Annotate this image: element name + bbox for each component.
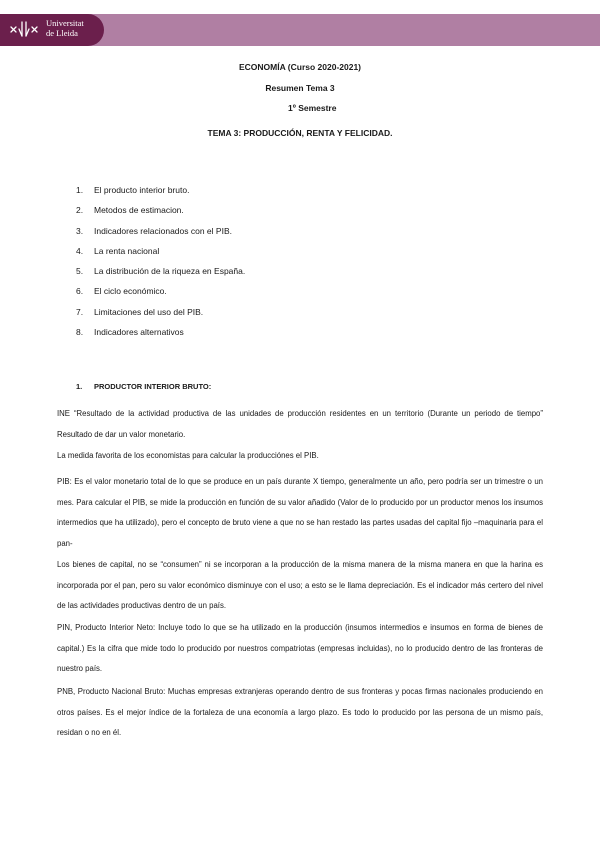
paragraph-ine-definition: INE “Resultado de la actividad productiva de las unidades de producción residentes en un territorio (Durante un periodo de tiempo” Resultado de dar un valor monetario. [57, 409, 543, 439]
paragraph-pib: PIB: Es el valor monetario total de lo que se produce en un país durante X tiempo, generalmente un año, pero podría ser un trimestre o un mes. Para calcular el PIB, se mide la producción en función de su valor añadido (Valor de lo producido por un productor menos los insumos intermedios que ha utilizado), pero el concepto de bruto viene a que no se han restado las partes usadas del capital fijo –maquinaria para el pan- [57, 477, 543, 548]
table-of-contents [76, 180, 245, 342]
paragraph-favorite-measure: La medida favorita de los economistas para calcular la producciónes el PIB. [57, 451, 319, 460]
semester-title: 1º Semestre [288, 103, 337, 113]
toc-item: 4. La renta nacional [76, 245, 160, 256]
course-title: ECONOMÍA (Curso 2020-2021) [238, 62, 362, 72]
toc-item: 5. La distribución de la riqueza en España. [76, 266, 246, 277]
summary-title: Resumen Tema 3 [265, 83, 335, 93]
logo-text [46, 18, 84, 38]
paragraph-pnb: PNB, Producto Nacional Bruto: Muchas empresas extranjeras operando dentro de sus fronteras y pocas firmas nacionales produciendo en otros países. Es el mejor índice de la fortaleza de una economía a largo plazo. Es todo lo producido por las persona de un mismo país, residan o no en él. [57, 687, 543, 737]
section-heading [76, 382, 211, 391]
toc-item: 2. Metodos de estimacion. [76, 205, 184, 216]
logo-emblem-icon [8, 19, 44, 41]
section-title: PRODUCTOR INTERIOR BRUTO: [94, 382, 212, 391]
toc-item: 1. El producto interior bruto. [76, 185, 190, 195]
logo-line-2: de Lleida [46, 28, 78, 38]
toc-item: 8. Indicadores alternativos [76, 327, 184, 338]
toc-item: 6. El ciclo económico. [76, 286, 167, 297]
paragraph-capital-goods: Los bienes de capital, no se “consumen” ni se incorporan a la producción de la misma manera de la misma manera en que la harina es incorporada por el pan, pero su valor económico disminuye con el uso; a esto se le llama depreciación. Es el indicador más certero del nivel de las actividades productivas dentro de un país. [57, 560, 543, 610]
university-logo [0, 14, 104, 46]
paragraph-pin: PIN, Producto Interior Neto: Incluye todo lo que se ha utilizado en la producción (insumos intermedios e insumos en forma de bienes de capital.) Es la cifra que mide todo lo producido por nuestros compatriotas (empresas incluidas), no lo producido dentro de las fronteras de nuestro país. [57, 623, 543, 673]
topic-title: TEMA 3: PRODUCCIÓN, RENTA Y FELICIDAD. [207, 128, 393, 138]
toc-item: 7. Limitaciones del uso del PIB. [76, 306, 204, 317]
logo-line-1: Universitat [46, 18, 84, 28]
toc-item: 3. Indicadores relacionados con el PIB. [76, 225, 232, 236]
section-number: 1. [76, 382, 83, 391]
